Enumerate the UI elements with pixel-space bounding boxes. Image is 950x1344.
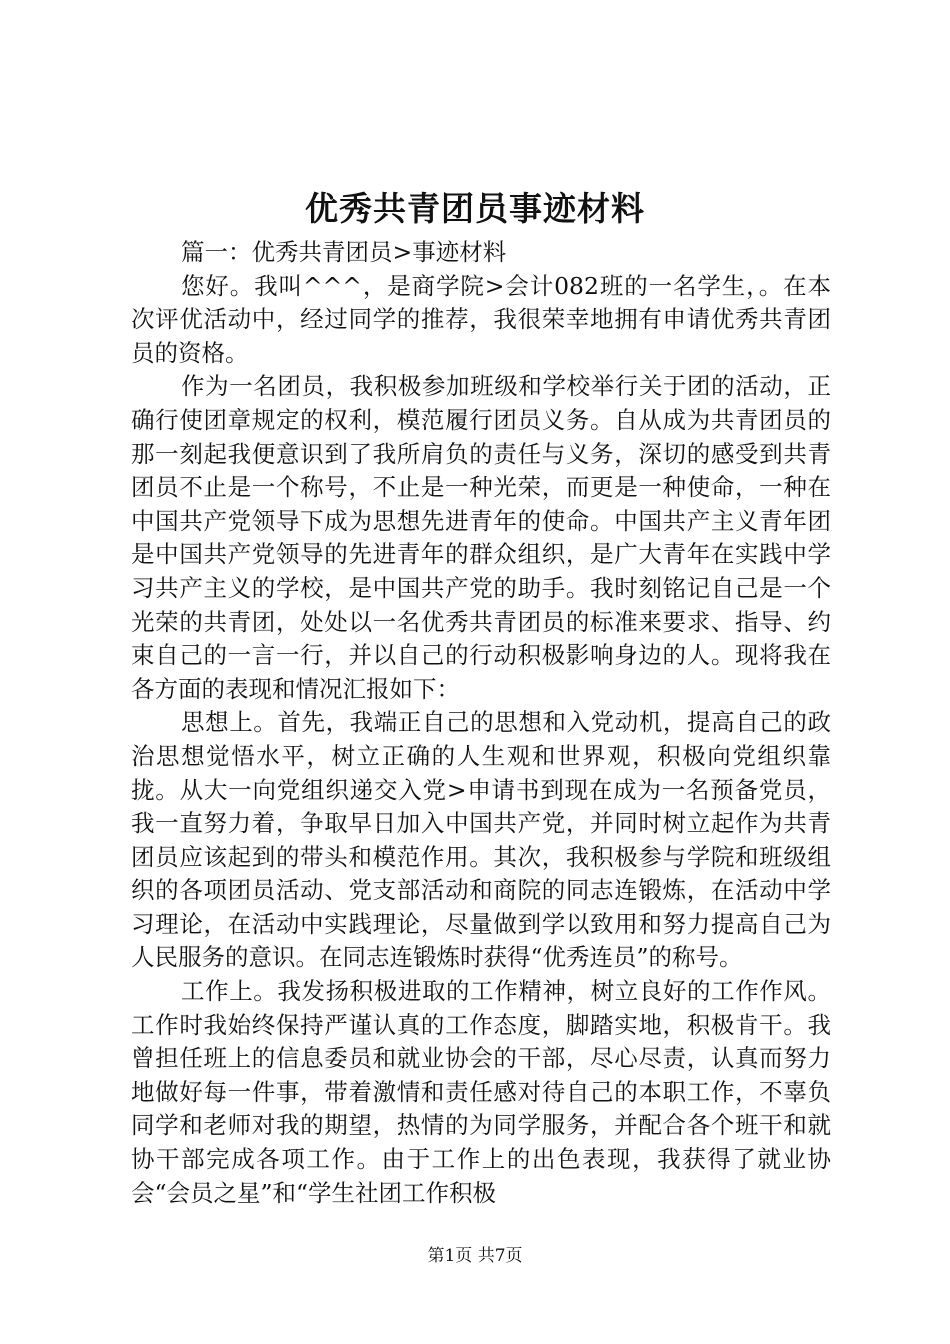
paragraph-section-heading: 篇一：优秀共青团员>事迹材料 (181, 238, 507, 266)
paragraph-introduction: 您好。我叫^^^，是商学院>会计082班的一名学生，。在本次评优活动中，经过同学的推荐，我很荣幸地拥有申请优秀共青团员的资格。 (131, 271, 831, 367)
paragraph-role-as-member: 作为一名团员，我积极参加班级和学校举行关于团的活动，正确行使团章规定的权利，模范履行团员义务。自从成为共青团员的那一刻起我便意识到了我所肩负的责任与义务，深切的感受到共青团员不止是一个称号，不止是一种光荣，而更是一种使命，一种在中国共产党领导下成为思想先进青年的使命。中国共产主义青年团是中国共产党领导的先进青年的群众组织，是广大青年在实践中学习共产主义的学校，是中国共产党的助手。我时刻铭记自己是一个光荣的共青团，处处以一名优秀共青团员的标准来要求、指导、约束自己的一言一行，并以自己的行动积极影响身边的人。现将我在各方面的表现和情况汇报如下： (131, 372, 831, 703)
paragraph-ideology: 思想上。首先，我端正自己的思想和入党动机，提高自己的政治思想觉悟水平，树立正确的人生观和世界观，积极向党组织靠拢。从大一向党组织递交入党>申请书到现在成为一名预备党员，我一直努力着，争取早日加入中国共产党，并同时树立起作为共青团员应该起到的带头和模范作用。其次，我积极参与学院和班级组织的各项团员活动、党支部活动和商院的同志连锻炼，在活动中学习理论，在活动中实践理论，尽量做到学以致用和努力提高自己为人民服务的意识。在同志连锻炼时获得“优秀连员”的称号。 (131, 708, 831, 972)
document-body (131, 236, 831, 1210)
page-footer: 第1页 共7页 (427, 1246, 523, 1266)
document-title: 优秀共青团员事迹材料 (305, 189, 645, 228)
paragraph-work: 工作上。我发扬积极进取的工作精神，树立良好的工作作风。工作时我始终保持严谨认真的工作态度，脚踏实地，积极肯干。我曾担任班上的信息委员和就业协会的干部，尽心尽责，认真而努力地做好每一件事，带着激情和责任感对待自己的本职工作，不辜负同学和老师对我的期望，热情的为同学服务，并配合各个班干和就协干部完成各项工作。由于工作上的出色表现，我获得了就业协会“会员之星”和“学生社团工作积极 (131, 977, 831, 1207)
